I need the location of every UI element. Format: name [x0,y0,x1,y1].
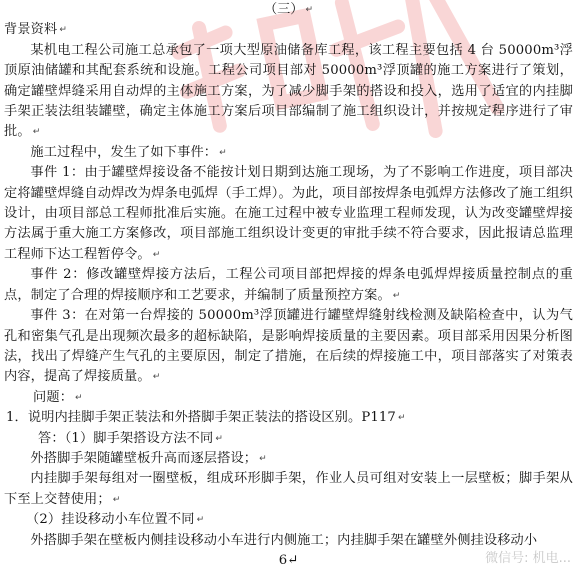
paragraph-text: 事件 2：修改罐壁焊接方法后，工程公司项目部把焊接的焊条电弧焊焊接质量控制点的重点，制定了合理的焊接顺序和工艺要求，并编制了质量预控方案。 [4,267,573,303]
paragraph-text: 事件 3：在对第一台焊接的 50000m³浮顶罐进行罐壁焊缝射线检测及缺陷检查中，认为气孔和密集气孔是出现频次最多的超标缺陷，是影响焊接质量的主要因素。项目部采用因果分析图法，找出了焊缝产生气孔的主要原因，制定了措施，在后续的焊接施工中，项目部落实了对策表内容，提高了焊接质量。 [4,308,573,385]
section-number-text: （三） [263,2,304,17]
heading-background [4,20,573,40]
paragraph-text: 事件 1：由于罐壁焊接设备不能按计划日期到达施工现场，为了不影响工作进度，项目部决定将罐壁焊缝自动焊改为焊条电弧焊（手工焊）。为此，项目部按焊条电弧焊方法修改了施工组织设计，由项目部总工程师批准后实施。在施工过程中被专业监理工程师发现，认为改变罐壁焊接方法属于重大施工方案修改，项目部施工组织设计变更的审批手续不符合要求，因此报请总监理工程师下达工程暂停令。 [4,165,573,262]
answer-outer-scaffold [4,449,573,469]
page-bottom-fragment [4,551,573,570]
brand-overlay-text: 微信号: 机电... [485,551,571,566]
answer-last-line [4,531,573,551]
question-1 [4,408,573,428]
paragraph-mark: ↵ [75,392,83,403]
paragraph-intro [4,41,573,143]
questions-label [4,388,573,408]
paragraph-text: 施工过程中，发生了如下事件： [30,144,218,160]
document-body [4,0,573,570]
paragraph-events-lead [4,143,573,163]
answer-text: 答：（1）脚手架搭设方法不同 [38,430,214,446]
answer-text: 外搭脚手架在壁板内侧挂设移动小车进行内侧施工；内挂脚手架在罐壁外侧挂设移动小 [30,532,538,548]
answer-text: （2）挂设移动小车位置不同 [26,512,195,528]
paragraph-event-3 [4,306,573,388]
paragraph-event-1 [4,163,573,265]
answer-intro [4,429,573,449]
heading-text: 背景资料 [4,22,58,38]
paragraph-mark: ↵ [152,372,161,383]
paragraph-mark: ↵ [392,290,401,301]
bottom-fragment-text: 6↵ [278,552,299,568]
answer-subpoint-2 [4,510,573,530]
question-text: 1．说明内挂脚手架正装法和外搭脚手架正装法的搭设区别。P117 [6,410,396,426]
paragraph-mark: ↵ [397,413,406,424]
paragraph-mark: ↵ [196,515,205,526]
paragraph-mark: ↵ [219,147,227,158]
section-number [4,0,573,20]
questions-label-text: 问题： [33,389,74,405]
answer-inner-scaffold [4,469,573,510]
paragraph-event-2 [4,265,573,306]
paragraph-text: 某机电工程公司施工总承包了一项大型原油储备库工程，该工程主要包括 4 台 50000m³浮顶原油储罐和其配套系统和设施。工程公司项目部对 50000m³浮顶罐的施工方案进行了策划，确定罐壁焊缝采用自动焊的主体施工方案，为了减少脚手架的搭设和投入，选用了适宜的内挂脚手架正装法组装罐壁，确定主体施工方案后项目部编制了施工组织设计，并按规定程序进行了审批。 [4,42,573,140]
paragraph-mark: ↵ [215,433,224,444]
paragraph-mark: ↵ [152,249,161,260]
paragraph-mark: ↵ [59,25,68,36]
paragraph-mark: ↵ [305,5,314,15]
paragraph-mark: ↵ [112,494,121,505]
paragraph-mark: ↵ [259,453,267,464]
answer-text: 内挂脚手架每组对一圈壁板，组成环形脚手架，作业人员可组对安装上一层壁板；脚手架从下至上交替使用； [4,471,573,507]
paragraph-mark: ↵ [32,127,41,138]
answer-text: 外搭脚手架随罐壁板升高而逐层搭设； [30,450,258,466]
